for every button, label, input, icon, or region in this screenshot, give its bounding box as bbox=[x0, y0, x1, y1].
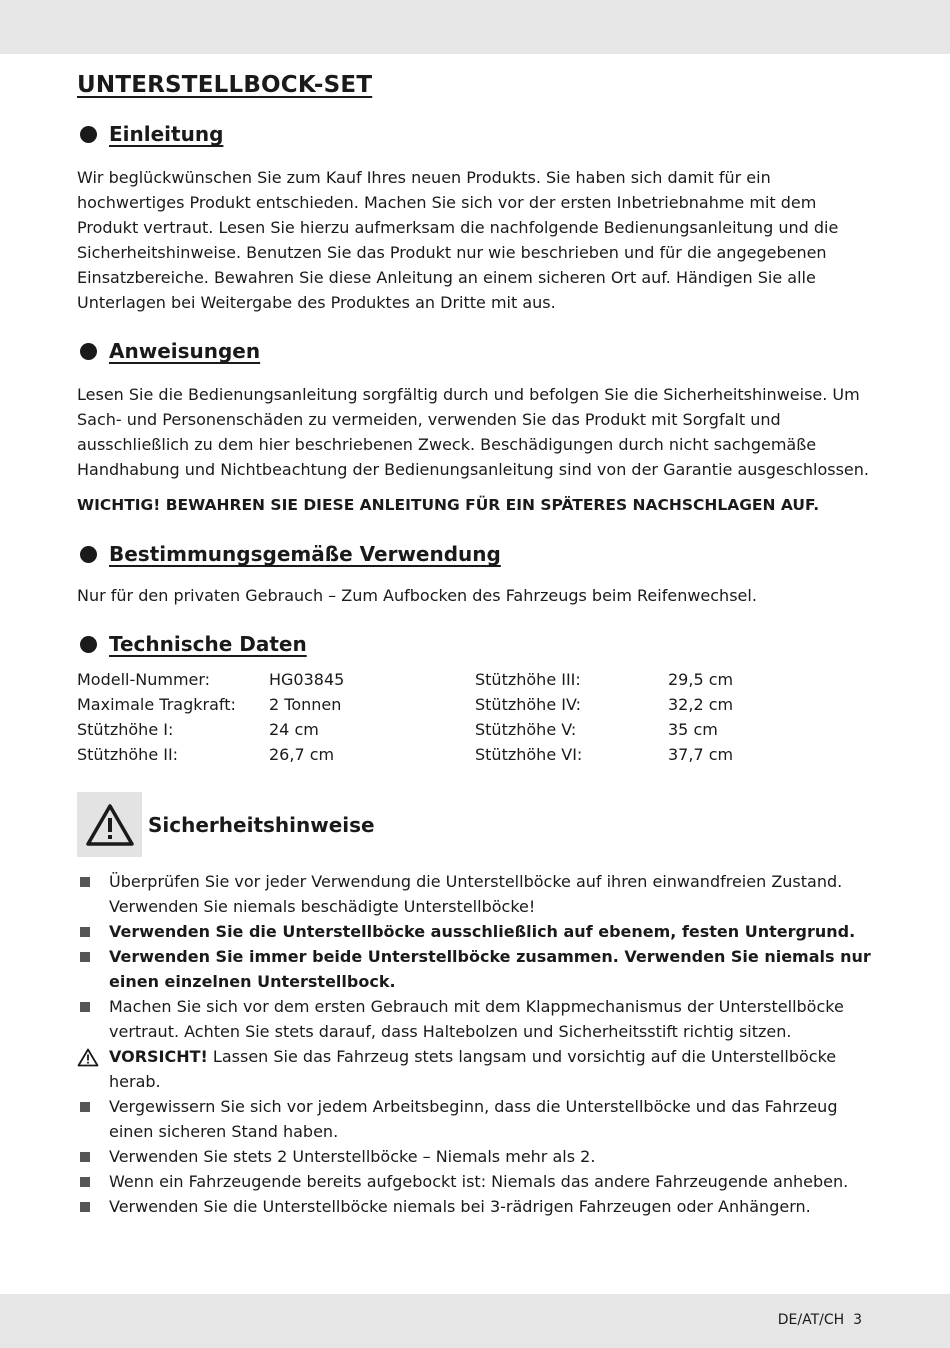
einleitung-text: Wir beglückwünschen Sie zum Kauf Ihres neuen Produkts. Sie haben sich damit für ein hochwertiges Produkt entschieden. Machen Sie sich vor der ersten Inbetriebnahme mit dem Produkt vertraut. Lesen Sie hierzu aufmerksam die nachfolgende Bedienungsanleitung und die Sicherheitshinweise. Benutzen Sie das Produkt nur wie beschrieben und für die angegebenen Einsatzbereiche. Bewahren Sie diese Anleitung an einem sicheren Ort auf. Händigen Sie alle Unterlagen bei Weitergabe des Produktes an Dritte mit aus. bbox=[77, 168, 839, 312]
list-item bbox=[77, 1144, 877, 1169]
heading-bullet-icon bbox=[80, 126, 97, 143]
tech-row bbox=[77, 670, 733, 695]
square-bullet-icon bbox=[80, 1152, 90, 1162]
tech-label: Maximale Tragkraft: bbox=[77, 695, 236, 714]
tech-row bbox=[77, 745, 733, 770]
tech-label: Stützhöhe III: bbox=[475, 670, 581, 689]
list-item-text: Überprüfen Sie vor jeder Verwendung die Unterstellböcke auf ihren einwandfreien Zustand. Verwenden Sie niemals beschädigte Unterstellböcke! bbox=[109, 872, 843, 916]
tech-value: 2 Tonnen bbox=[269, 695, 342, 714]
tech-label: Stützhöhe VI: bbox=[475, 745, 583, 764]
square-bullet-icon bbox=[80, 1002, 90, 1012]
verwendung-text: Nur für den privaten Gebrauch – Zum Aufbocken des Fahrzeugs beim Reifenwechsel. bbox=[77, 586, 757, 605]
tech-label: Modell-Nummer: bbox=[77, 670, 211, 689]
page-title: UNTERSTELLBOCK-SET bbox=[77, 72, 373, 98]
section-heading-technische-daten bbox=[77, 632, 877, 656]
square-bullet-icon bbox=[80, 1202, 90, 1212]
top-band bbox=[0, 0, 950, 54]
section-title: Anweisungen bbox=[109, 339, 261, 363]
square-bullet-icon bbox=[80, 952, 90, 962]
section-heading-verwendung bbox=[77, 542, 877, 566]
section-title: Technische Daten bbox=[109, 632, 307, 656]
section-heading-anweisungen bbox=[77, 339, 877, 363]
list-item-text: Verwenden Sie stets 2 Unterstellböcke – Niemals mehr als 2. bbox=[109, 1147, 596, 1166]
tech-value: HG03845 bbox=[269, 670, 345, 689]
heading-bullet-icon bbox=[80, 546, 97, 563]
warning-icon bbox=[77, 1048, 99, 1067]
list-item-text: Lassen Sie das Fahrzeug stets langsam und vorsichtig auf die Unterstellböcke herab. bbox=[109, 1047, 837, 1091]
tech-value: 29,5 cm bbox=[668, 670, 734, 689]
caution-label: VORSICHT! bbox=[109, 1047, 208, 1066]
list-item bbox=[77, 869, 877, 919]
square-bullet-icon bbox=[80, 1177, 90, 1187]
list-item-text: Verwenden Sie die Unterstellböcke niemals bei 3-rädrigen Fahrzeugen oder Anhängern. bbox=[109, 1197, 811, 1216]
tech-label: Stützhöhe IV: bbox=[475, 695, 581, 714]
tech-row bbox=[77, 720, 733, 745]
tech-value: 35 cm bbox=[668, 720, 718, 739]
square-bullet-icon bbox=[80, 877, 90, 887]
footer-lang: DE/AT/CH bbox=[777, 1312, 845, 1328]
tech-value: 24 cm bbox=[269, 720, 319, 739]
list-item bbox=[77, 994, 877, 1044]
list-item bbox=[77, 944, 877, 994]
anweisungen-text: Lesen Sie die Bedienungsanleitung sorgfältig durch und befolgen Sie die Sicherheitshinweise. Um Sach- und Personenschäden zu vermeiden, verwenden Sie das Produkt mit Sorgfalt und ausschließlich zu dem hier beschriebenen Zweck. Beschädigungen durch nicht sachgemäße Handhabung und Nichtbeachtung der Bedienungsanleitung sind von der Garantie ausgeschlossen. bbox=[77, 385, 869, 479]
list-item bbox=[77, 1169, 877, 1194]
tech-label: Stützhöhe V: bbox=[475, 720, 577, 739]
list-item bbox=[77, 1194, 877, 1219]
tech-value: 26,7 cm bbox=[269, 745, 335, 764]
list-item bbox=[77, 1094, 877, 1144]
important-notice: WICHTIG! BEWAHREN SIE DIESE ANLEITUNG FÜR EIN SPÄTERES NACHSCHLAGEN AUF. bbox=[77, 496, 820, 514]
page-number: 3 bbox=[853, 1312, 862, 1328]
square-bullet-icon bbox=[80, 1102, 90, 1112]
tech-value: 37,7 cm bbox=[668, 745, 734, 764]
list-item-text: Machen Sie sich vor dem ersten Gebrauch mit dem Klappmechanismus der Unterstellböcke vertraut. Achten Sie stets darauf, dass Haltebolzen und Sicherheitsstift richtig sitzen. bbox=[109, 997, 844, 1041]
tech-label: Stützhöhe I: bbox=[77, 720, 174, 739]
square-bullet-icon bbox=[80, 927, 90, 937]
section-title: Einleitung bbox=[109, 122, 224, 146]
list-item-text: Verwenden Sie die Unterstellböcke ausschließlich auf ebenem, festen Untergrund. bbox=[109, 922, 856, 941]
safety-list bbox=[77, 869, 877, 1219]
warning-triangle-icon bbox=[77, 792, 142, 857]
list-item-text: Verwenden Sie immer beide Unterstellböcke zusammen. Verwenden Sie niemals nur einen einzelnen Unterstellbock. bbox=[109, 947, 871, 991]
section-heading-einleitung bbox=[77, 122, 877, 146]
page-footer bbox=[778, 1312, 862, 1328]
list-item-text: Wenn ein Fahrzeugende bereits aufgebockt ist: Niemals das andere Fahrzeugende anheben. bbox=[109, 1172, 849, 1191]
page-content bbox=[77, 72, 877, 1219]
safety-heading bbox=[77, 792, 877, 857]
tech-row bbox=[77, 695, 733, 720]
list-item bbox=[77, 1044, 877, 1094]
list-item bbox=[77, 919, 877, 944]
heading-bullet-icon bbox=[80, 343, 97, 360]
section-title: Bestimmungsgemäße Verwendung bbox=[109, 542, 501, 566]
list-item-text: Vergewissern Sie sich vor jedem Arbeitsbeginn, dass die Unterstellböcke und das Fahrzeug einen sicheren Stand haben. bbox=[109, 1097, 838, 1141]
safety-title: Sicherheitshinweise bbox=[148, 812, 375, 837]
tech-value: 32,2 cm bbox=[668, 695, 734, 714]
tech-label: Stützhöhe II: bbox=[77, 745, 179, 764]
footer-band bbox=[0, 1294, 950, 1348]
heading-bullet-icon bbox=[80, 636, 97, 653]
tech-data-table bbox=[77, 670, 733, 770]
